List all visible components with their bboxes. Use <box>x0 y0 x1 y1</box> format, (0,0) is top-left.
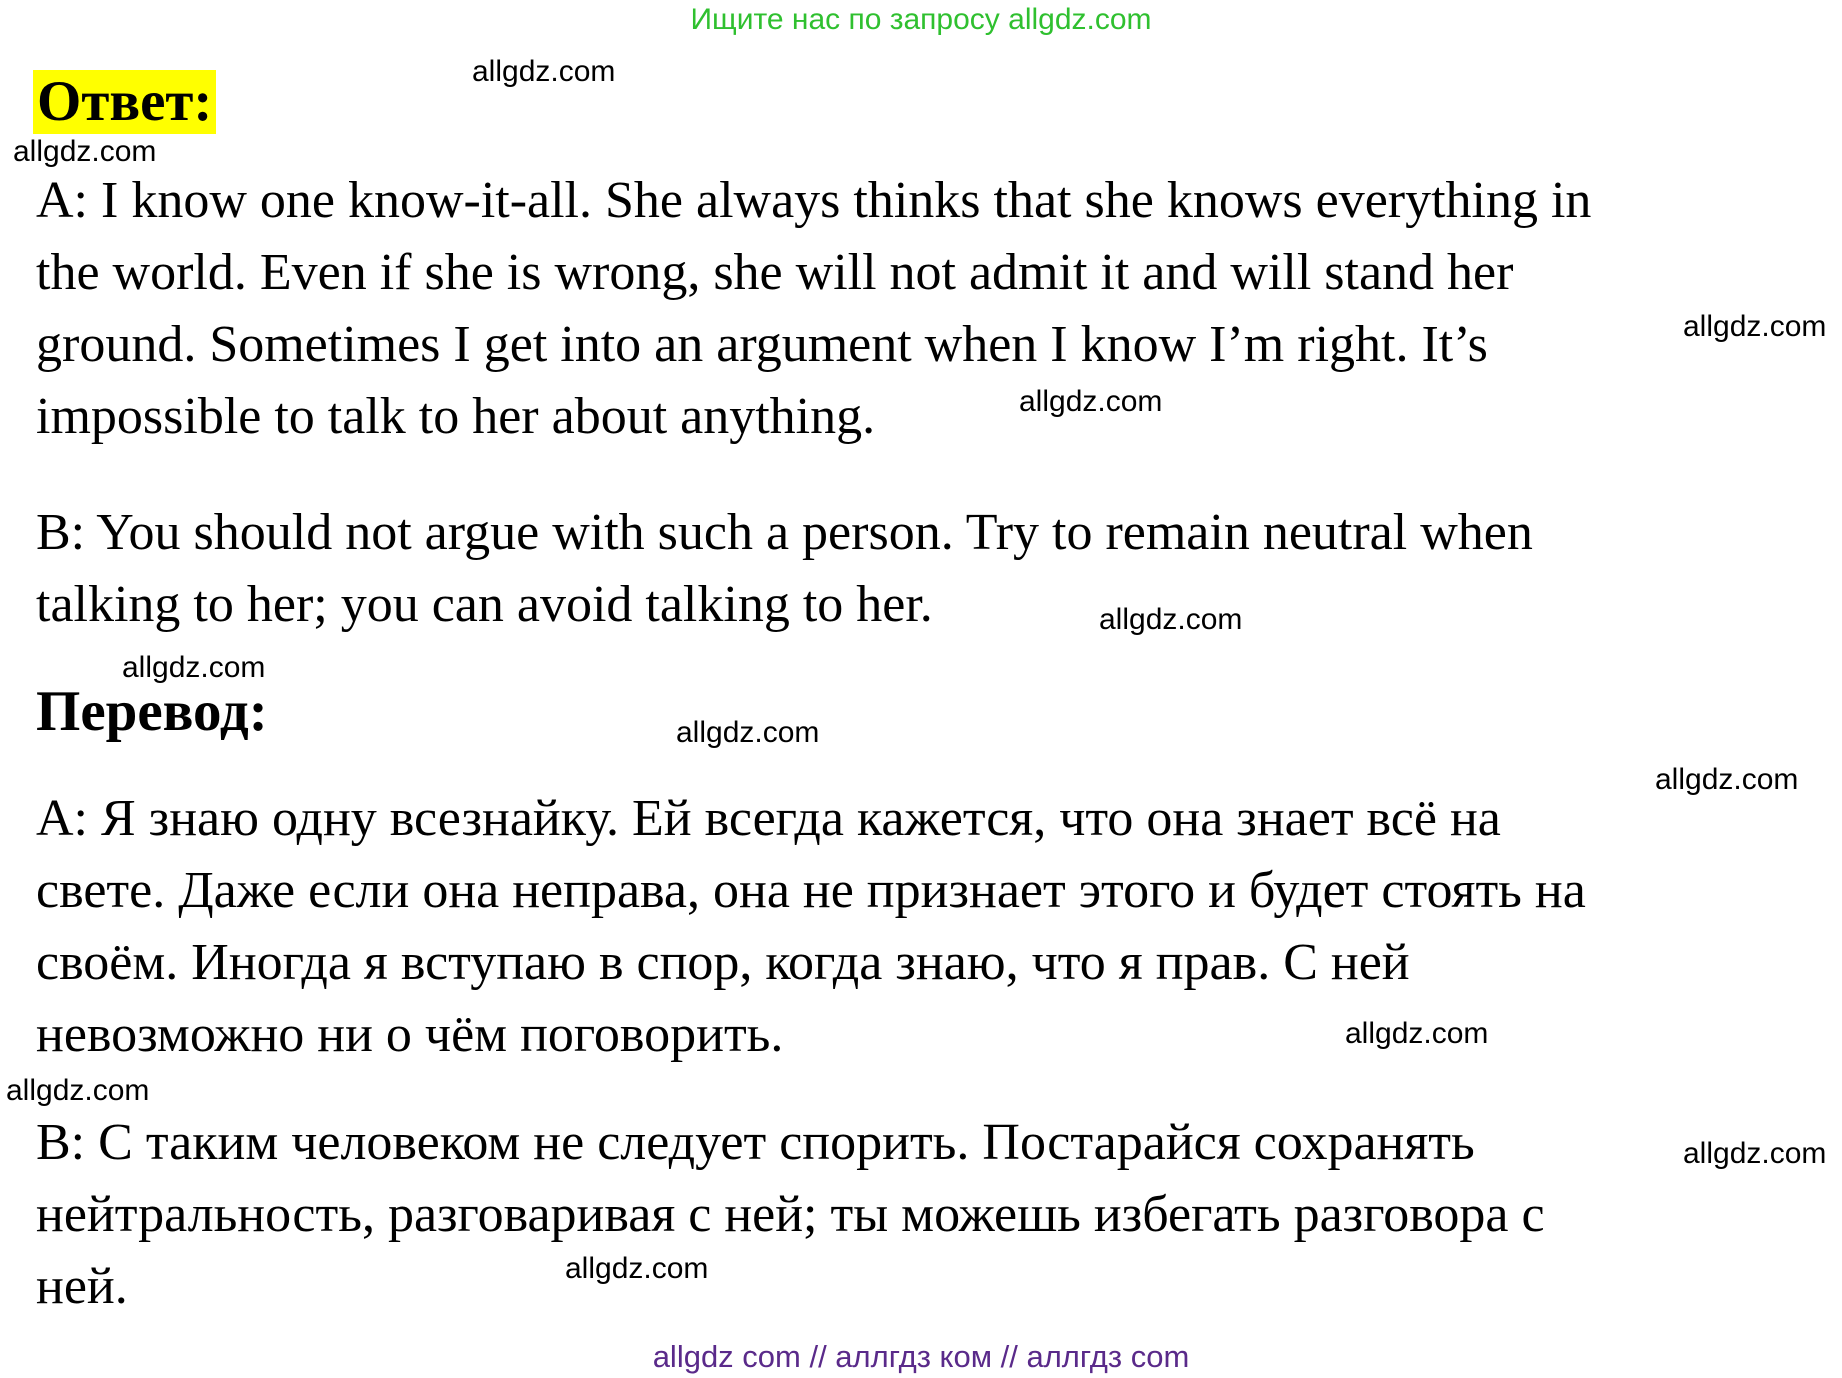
answer-paragraph-a <box>36 165 1591 453</box>
watermark: allgdz.com <box>676 716 820 749</box>
answer-paragraph-b <box>36 497 1533 641</box>
translation-b-line: ней. <box>36 1258 128 1315</box>
watermark: allgdz.com <box>1019 385 1163 418</box>
watermark: allgdz.com <box>565 1252 709 1285</box>
watermark: allgdz.com <box>1099 603 1243 636</box>
answer-a-line: A: I know one know-it-all. She always thinks that she knows everything in <box>36 172 1592 229</box>
watermark: allgdz.com <box>6 1074 150 1107</box>
answer-heading: Ответ: <box>33 70 216 134</box>
translation-a-line: своём. Иногда я вступаю в спор, когда знаю, что я прав. С ней <box>36 934 1410 991</box>
translation-paragraph-b <box>36 1107 1545 1323</box>
answer-a-line: the world. Even if she is wrong, she will not admit it and will stand her <box>36 244 1514 301</box>
answer-b-line: B: You should not argue with such a person. Try to remain neutral when <box>36 504 1533 561</box>
watermark: allgdz.com <box>1655 763 1799 796</box>
translation-b-line: нейтральность, разговаривая с ней; ты можешь избегать разговора с <box>36 1186 1545 1243</box>
watermark: allgdz.com <box>1683 310 1827 343</box>
watermark: allgdz.com <box>1345 1017 1489 1050</box>
watermark: allgdz.com <box>472 55 616 88</box>
translation-a-line: невозможно ни о чём поговорить. <box>36 1006 784 1063</box>
answer-a-line: ground. Sometimes I get into an argument when I know I’m right. It’s <box>36 316 1488 373</box>
translation-a-line: А: Я знаю одну всезнайку. Ей всегда кажется, что она знает всё на <box>36 790 1501 847</box>
watermark: allgdz.com <box>122 651 266 684</box>
translation-a-line: свете. Даже если она неправа, она не признает этого и будет стоять на <box>36 862 1586 919</box>
top-banner: Ищите нас по запросу allgdz.com <box>690 3 1152 36</box>
watermark: allgdz.com <box>13 135 157 168</box>
answer-b-line: talking to her; you can avoid talking to her. <box>36 576 933 633</box>
answer-a-line: impossible to talk to her about anything. <box>36 388 876 445</box>
translation-heading: Перевод: <box>36 680 268 743</box>
watermark: allgdz.com <box>1683 1137 1827 1170</box>
translation-b-line: В: С таким человеком не следует спорить. Постарайся сохранять <box>36 1114 1475 1171</box>
footer-watermark: allgdz com // аллгдз ком // аллгдз com <box>652 1339 1190 1374</box>
